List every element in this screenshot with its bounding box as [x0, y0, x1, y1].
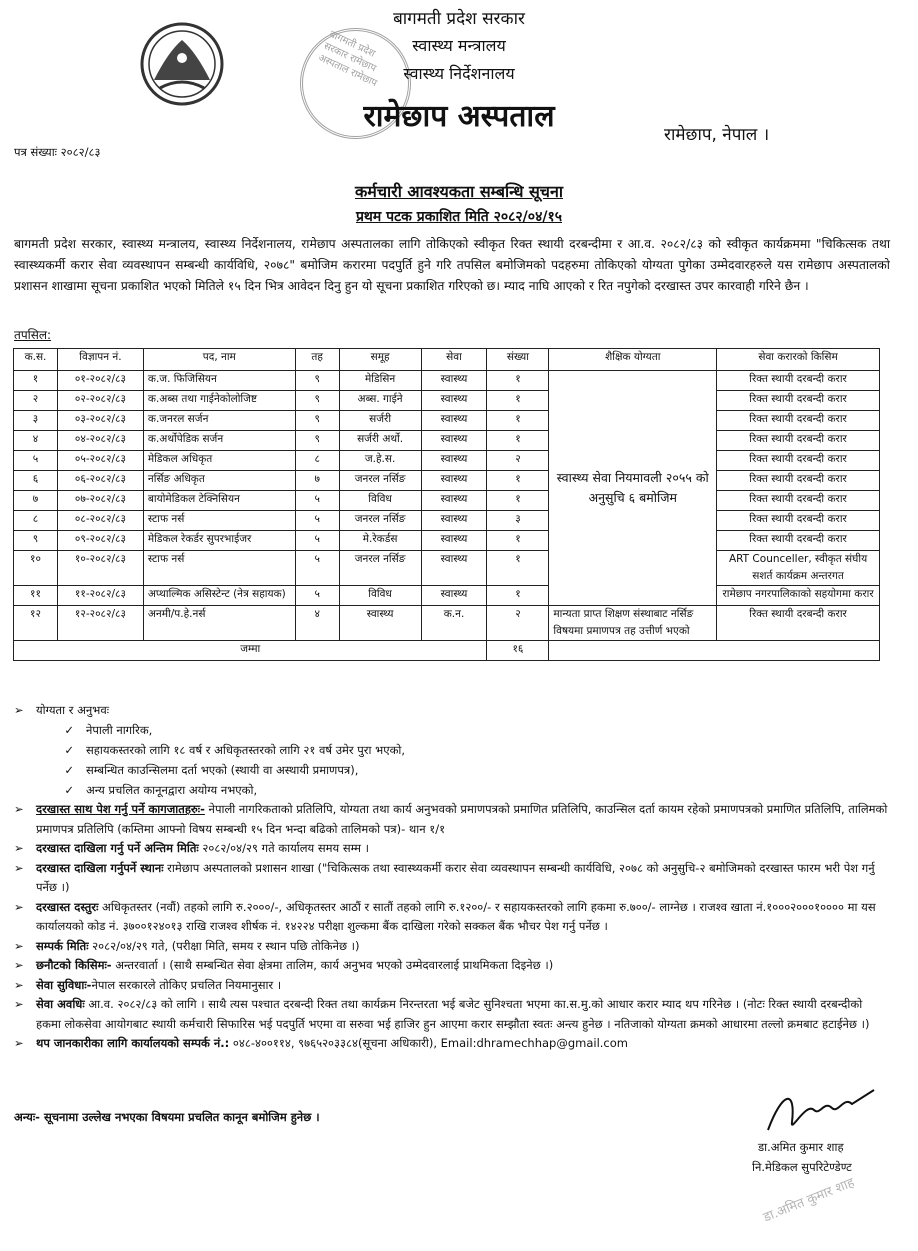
table-cell-contract: रिक्त स्थायी दरबन्दी करार [717, 511, 880, 531]
col-header: सेवा [421, 349, 487, 371]
arrow-bullet-icon: ➢ [14, 899, 24, 914]
total-label: जम्मा [14, 641, 487, 661]
table-row [14, 371, 880, 391]
requirements-heading-row [14, 700, 890, 720]
table-cell-count: १ [487, 431, 549, 451]
col-header: तह [295, 349, 339, 371]
note-body [36, 995, 890, 1034]
table-row [14, 431, 880, 451]
note-body [36, 1034, 628, 1054]
list-item [14, 898, 890, 937]
table-cell-contract: रिक्त स्थायी दरबन्दी करार [717, 451, 880, 471]
table-cell-post: क.अब्स तथा गाईनेकोलोजिष्ट [143, 391, 295, 411]
table-cell-group: जनरल नर्सिङ [339, 551, 421, 586]
arrow-bullet-icon: ➢ [14, 703, 24, 717]
table-cell-sn: ८ [14, 511, 58, 531]
footer-note: अन्यः- सूचनामा उल्लेख नभएका विषयमा प्रचलित कानून बमोजिम हुनेछ । [14, 1110, 320, 1124]
checkmark-icon: ✓ [64, 723, 74, 737]
stamp-text: बागमती प्रदेश सरकार रामेछाप अस्पताल रामेछाप [316, 28, 379, 90]
table-cell-service: स्वास्थ्य [421, 586, 487, 606]
table-cell-adv: ०६-२०८२/८३ [57, 471, 143, 491]
tapsil-label: तपसिल: [14, 328, 52, 342]
table-cell-group: ज.हे.स. [339, 451, 421, 471]
table-row [14, 451, 880, 471]
table-cell-post: अप्थाल्मिक असिस्टेन्ट (नेत्र सहायक) [143, 586, 295, 606]
table-cell-contract: रिक्त स्थायी दरबन्दी करार [717, 391, 880, 411]
table-cell-sn: ६ [14, 471, 58, 491]
total-empty [549, 641, 880, 661]
total-value: १६ [487, 641, 549, 661]
note-label: सेवा सुविधाः- [36, 977, 92, 992]
table-cell-post: क.अर्थोपेडिक सर्जन [143, 431, 295, 451]
table-cell-post: स्टाफ नर्स [143, 551, 295, 586]
table-cell-service: स्वास्थ्य [421, 471, 487, 491]
header-ministry: स्वास्थ्य मन्त्रालय [412, 36, 506, 55]
note-text: ०४८-४००११४, ९७६५२०३३८४(सूचना अधिकारी), Email:dhramechhap@gmail.com [229, 1036, 628, 1050]
list-item: ✓ सम्बन्धित काउन्सिलमा दर्ता भएको (स्थायी वा अस्थायी प्रमाणपत्र), [14, 760, 890, 780]
list-item [14, 800, 890, 839]
table-cell-adv: १०-२०८२/८३ [57, 551, 143, 586]
table-row [14, 586, 880, 606]
col-header: विज्ञापन नं. [57, 349, 143, 371]
checkmark-icon: ✓ [64, 763, 74, 777]
table-cell-count: १ [487, 371, 549, 391]
table-cell-post: बायोमेडिकल टेक्निसियन [143, 491, 295, 511]
table-cell-group: सर्जरी [339, 411, 421, 431]
table-cell-count: १ [487, 471, 549, 491]
table-cell-level: ९ [295, 371, 339, 391]
table-cell-count: १ [487, 551, 549, 586]
table-cell-adv: ०८-२०८२/८३ [57, 511, 143, 531]
table-cell-contract: रिक्त स्थायी दरबन्दी करार [717, 491, 880, 511]
table-header-row [14, 349, 880, 371]
table-cell-count: २ [487, 451, 549, 471]
table-cell-contract: रामेछाप नगरपालिकाको सहयोगमा करार [717, 586, 880, 606]
signature-stamp-mark: डा.अमित कुमार शाह [761, 1175, 857, 1226]
table-cell-level: ५ [295, 586, 339, 606]
note-body [36, 898, 890, 937]
col-header: संख्या [487, 349, 549, 371]
table-row [14, 411, 880, 431]
note-text: नेपाल सरकारले तोकिए प्रचलित नियमानुसार । [91, 977, 282, 992]
note-label: सम्पर्क मितिः [36, 938, 89, 953]
note-text: २०८२/०४/२९ गते कार्यालय समय सम्म । [198, 841, 369, 855]
arrow-bullet-icon: ➢ [14, 802, 24, 816]
table-cell-count: १ [487, 411, 549, 431]
table-cell-group: जनरल नर्सिङ [339, 511, 421, 531]
table-cell-service: स्वास्थ्य [421, 451, 487, 471]
table-cell-contract: ART Counceller, स्वीकृत संघीय सशर्त कार्यक्रम अन्तरगत [717, 551, 880, 586]
note-body [36, 937, 360, 957]
table-row [14, 471, 880, 491]
table-cell-sn: १ [14, 371, 58, 391]
header-province: बागमती प्रदेश सरकार [393, 9, 525, 29]
table-cell-adv: ०७-२०८२/८३ [57, 491, 143, 511]
table-cell-level: ४ [295, 606, 339, 641]
table-cell-service: स्वास्थ्य [421, 531, 487, 551]
table-row [14, 531, 880, 551]
letter-ref-number: पत्र संख्याः २०८२/८३ [14, 145, 101, 159]
table-cell-adv: ०३-२०८२/८३ [57, 411, 143, 431]
requirements-section [14, 700, 890, 800]
table-cell-level: ५ [295, 511, 339, 531]
table-cell-count: १ [487, 491, 549, 511]
table-cell-contract: रिक्त स्थायी दरबन्दी करार [717, 531, 880, 551]
arrow-bullet-icon: ➢ [14, 958, 24, 972]
table-cell-contract: रिक्त स्थायी दरबन्दी करार [717, 606, 880, 641]
table-cell-count: १ [487, 531, 549, 551]
table-cell-group: मेडिसिन [339, 371, 421, 391]
col-header: सेवा करारको किसिम [717, 349, 880, 371]
table-cell-count: २ [487, 606, 549, 641]
table-row [14, 391, 880, 411]
table-cell-level: ५ [295, 551, 339, 586]
table-cell-level: ५ [295, 531, 339, 551]
table-cell-group: मे.रेकर्डस [339, 531, 421, 551]
requirements-heading: योग्यता र अनुभवः [36, 703, 110, 717]
table-cell-adv: १२-२०८२/८३ [57, 606, 143, 641]
table-cell-adv: ०२-२०८२/८३ [57, 391, 143, 411]
table-cell-post: क.जनरल सर्जन [143, 411, 295, 431]
table-cell-level: ९ [295, 431, 339, 451]
header-directorate: स्वास्थ्य निर्देशनालय [403, 64, 515, 83]
note-text: २०८२/०४/२९ गते, (परीक्षा मिति, समय र स्थान पछि तोकिनेछ ।) [88, 938, 360, 953]
list-item [14, 956, 890, 976]
table-cell-level: ८ [295, 451, 339, 471]
table-cell-sn: ९ [14, 531, 58, 551]
note-label: छनौटको किसिमः- [36, 958, 112, 972]
list-item [14, 1034, 890, 1054]
list-item: ✓ अन्य प्रचलित कानूनद्वारा अयोग्य नभएको, [14, 780, 890, 800]
table-cell-post: मेडिकल अधिकृत [143, 451, 295, 471]
table-cell-contract: रिक्त स्थायी दरबन्दी करार [717, 471, 880, 491]
arrow-bullet-icon: ➢ [14, 977, 24, 992]
arrow-bullet-icon: ➢ [14, 938, 24, 953]
note-body [36, 839, 369, 859]
list-item [14, 937, 890, 957]
signatory-name: डा.अमित कुमार शाह [758, 1140, 844, 1154]
note-body [36, 859, 890, 898]
table-cell-service: स्वास्थ्य [421, 511, 487, 531]
table-cell-post: क.ज. फिजिसियन [143, 371, 295, 391]
table-cell-count: ३ [487, 511, 549, 531]
list-item: ✓ सहायकस्तरको लागि १८ वर्ष र अधिकृतस्तरको लागि २१ वर्ष उमेर पुरा भएको, [14, 740, 890, 760]
table-cell-adv: ०९-२०८२/८३ [57, 531, 143, 551]
note-text: अन्तरवार्ता । (साथै सम्बन्धित सेवा क्षेत्रमा तालिम, कार्य अनुभव भएको उम्मेदवारलाई प्राथमिकता दिइनेछ ।) [111, 958, 554, 972]
header-location: रामेछाप, नेपाल । [664, 125, 770, 145]
table-cell-adv: ११-२०८२/८३ [57, 586, 143, 606]
note-label: दरखास्त दाखिला गर्नुपर्ने स्थानः [36, 860, 164, 875]
table-cell-post: मेडिकल रेकर्डर सुपरभाईजर [143, 531, 295, 551]
note-body [36, 956, 553, 976]
table-cell-group: सर्जरी अर्थो. [339, 431, 421, 451]
signatory-title: नि.मेडिकल सुपरिटेण्डेण्ट [752, 1160, 852, 1174]
table-cell-sn: ३ [14, 411, 58, 431]
table-cell-group: विविध [339, 491, 421, 511]
table-cell-adv: ०५-२०८२/८३ [57, 451, 143, 471]
arrow-bullet-icon: ➢ [14, 1036, 24, 1050]
table-cell-service: क.न. [421, 606, 487, 641]
table-cell-sn: ११ [14, 586, 58, 606]
arrow-bullet-icon: ➢ [14, 997, 24, 1011]
table-cell-level: ५ [295, 491, 339, 511]
note-label: दरखास्त दाखिला गर्नु पर्ने अन्तिम मितिः [36, 841, 199, 855]
table-cell-group: अब्स. गाईने [339, 391, 421, 411]
note-label: दरखास्त दस्तुरः [36, 899, 99, 914]
table-cell-level: ९ [295, 391, 339, 411]
table-cell-post: स्टाफ नर्स [143, 511, 295, 531]
note-text: रामेछाप अस्पतालको प्रशासन शाखा ("चिकित्सक तथा स्वास्थ्यकर्मी करार सेवा व्यवस्थापन सम्बन्धी कार्यविधि, २०७८ को अनुसुचि-२ बमोजिमको दरखास्त फारम भरी पेश गर्नु पर्नेछ ।) [36, 860, 875, 894]
table-cell-level: ९ [295, 411, 339, 431]
table-cell-count: १ [487, 586, 549, 606]
table-row [14, 606, 880, 641]
note-label: सेवा अवधिः [36, 997, 85, 1011]
note-text: अधिकृतस्तर (नवौं) तहको लागि रु.२०००/-, अधिकृतस्तर आठौं र सातौं तहको लागि रु.१२००/- र सहायकस्तरको लागि हकमा रु.७००/- लाग्नेछ । राजश्व खाता नं.१०००२०००१०००० मा यस कार्यालयको कोड नं. ३७००१२४०१३ राखि राजश्व शीर्षक नं. १४२२४ परीक्षा शुल्कमा बैंक दाखिला गरेको सक्कल बैंक भौचर पेश गर्नु पर्नेछ । [36, 899, 876, 933]
table-cell-sn: १० [14, 551, 58, 586]
table-total-row [14, 641, 880, 661]
table-cell-group: जनरल नर्सिङ [339, 471, 421, 491]
table-cell-contract: रिक्त स्थायी दरबन्दी करार [717, 431, 880, 451]
note-text: आ.व. २०८२/८३ को लागि । साथै त्यस पश्चात दरबन्दी रिक्त तथा कार्यक्रम निरन्तरता भई बजेट सुनिश्चता भएमा का.स.मु.को आधार करार म्याद थप गरिनेछ । (नोटः रिक्त स्थायी दरबन्दीको हकमा लोकसेवा आयोगबाट स्थायी कर्मचारी सिफारिस भई पदपुर्ति भएमा वा सरुवा भई हाजिर हुन आएमा करार सम्झौता स्वतः अन्त्य हुनेछ । नतिजाको योग्यता क्रमको आधारमा तल्लो क्रमबाट हटाईनेछ ।) [36, 997, 870, 1031]
note-body [36, 976, 281, 996]
checkmark-icon: ✓ [64, 783, 74, 797]
list-item: ✓ नेपाली नागरिक, [14, 720, 890, 740]
table-cell-qualification: स्वास्थ्य सेवा नियमावली २०५५ को अनुसुचि ६ बमोजिम [549, 371, 717, 606]
notice-subtitle: प्रथम पटक प्रकाशित मिति २०८२/०४/१५ [355, 209, 563, 225]
list-item [14, 995, 890, 1034]
table-cell-sn: ४ [14, 431, 58, 451]
table-cell-service: स्वास्थ्य [421, 411, 487, 431]
note-body [36, 800, 890, 839]
table-cell-service: स्वास्थ्य [421, 371, 487, 391]
table-cell-adv: ०४-२०८२/८३ [57, 431, 143, 451]
table-cell-sn: १२ [14, 606, 58, 641]
arrow-bullet-icon: ➢ [14, 841, 24, 855]
checkmark-icon: ✓ [64, 743, 74, 757]
table-cell-service: स्वास्थ्य [421, 551, 487, 586]
list-item [14, 976, 890, 996]
note-label: थप जानकारीका लागि कार्यालयको सम्पर्क नं.: [36, 1036, 230, 1050]
list-item [14, 859, 890, 898]
header-hospital-name: रामेछाप अस्पताल [363, 99, 555, 134]
table-cell-service: स्वास्थ्य [421, 391, 487, 411]
table-cell-qualification: मान्यता प्राप्त शिक्षण संस्थाबाट नर्सिङ विषयमा प्रमाणपत्र तह उत्तीर्ण भएको [549, 606, 717, 641]
table-cell-sn: ५ [14, 451, 58, 471]
table-row [14, 551, 880, 586]
col-header: क.स. [14, 349, 58, 371]
arrow-bullet-icon: ➢ [14, 860, 24, 875]
table-cell-contract: रिक्त स्थायी दरबन्दी करार [717, 371, 880, 391]
note-text: नेपाली नागरिकताको प्रतिलिपि, योग्यता तथा कार्य अनुभवको प्रमाणपत्रको प्रमाणित प्रतिलिपि, काउन्सिल दर्ता कायम रहेको प्रमाणपत्रको प्रमाणित प्रतिलिपि, तालिमको प्रमाणपत्र प्रतिलिपि (कम्तिमा आफ्नो विषय सम्बन्धी १५ दिन भन्दा बढिको तालिमको पत्र)- थान १/१ [36, 802, 888, 836]
col-header: शैक्षिक योग्यता [549, 349, 717, 371]
table-cell-service: स्वास्थ्य [421, 431, 487, 451]
table-cell-post: नर्सिङ अधिकृत [143, 471, 295, 491]
table-cell-service: स्वास्थ्य [421, 491, 487, 511]
list-item [14, 839, 890, 859]
signature-icon [762, 1082, 882, 1142]
table-cell-sn: २ [14, 391, 58, 411]
note-label: दरखास्त साथ पेश गर्नु पर्ने कागजातहरुः- [36, 802, 205, 816]
table-row [14, 511, 880, 531]
table-cell-post: अनमी/प.हे.नर्स [143, 606, 295, 641]
intro-paragraph: बागमती प्रदेश सरकार, स्वास्थ्य मन्त्रालय, स्वास्थ्य निर्देशनालय, रामेछाप अस्पतालका लागि तोकिएको स्वीकृत रिक्त स्थायी दरबन्दीमा र आ.व. २०८२/८३ को स्वीकृत कार्यक्रममा "चिकित्सक तथा स्वास्थ्यकर्मी करार सेवा व्यवस्थापन सम्बन्धी कार्यविधि, २०७८" बमोजिम करारमा पदपुर्ति हुने गरि तपसिल बमोजिमको पदहरुमा तोकिएको योग्यता पुगेका उम्मेदवारहरुले यस रामेछाप अस्पतालको प्रशासन शाखामा सूचना प्रकाशित भएको मितिले १५ दिन भित्र आवेदन दिनु हुन यो सूचना प्रकाशित गरिएको छ। म्याद नाघि आएको र रित नपुगेको दरखास्त उपर कारवाही गरिने छैन । [14, 237, 890, 293]
table-cell-count: १ [487, 391, 549, 411]
table-cell-adv: ०१-२०८२/८३ [57, 371, 143, 391]
table-cell-group: विविध [339, 586, 421, 606]
table-cell-group: स्वास्थ्य [339, 606, 421, 641]
table-cell-level: ७ [295, 471, 339, 491]
vacancy-table [13, 348, 880, 661]
table-cell-contract: रिक्त स्थायी दरबन्दी करार [717, 411, 880, 431]
notes-section [14, 800, 890, 1054]
table-cell-sn: ७ [14, 491, 58, 511]
notice-title: कर्मचारी आवश्यकता सम्बन्धि सूचना [354, 182, 563, 201]
col-header: समूह [339, 349, 421, 371]
table-row [14, 491, 880, 511]
col-header: पद, नाम [143, 349, 295, 371]
